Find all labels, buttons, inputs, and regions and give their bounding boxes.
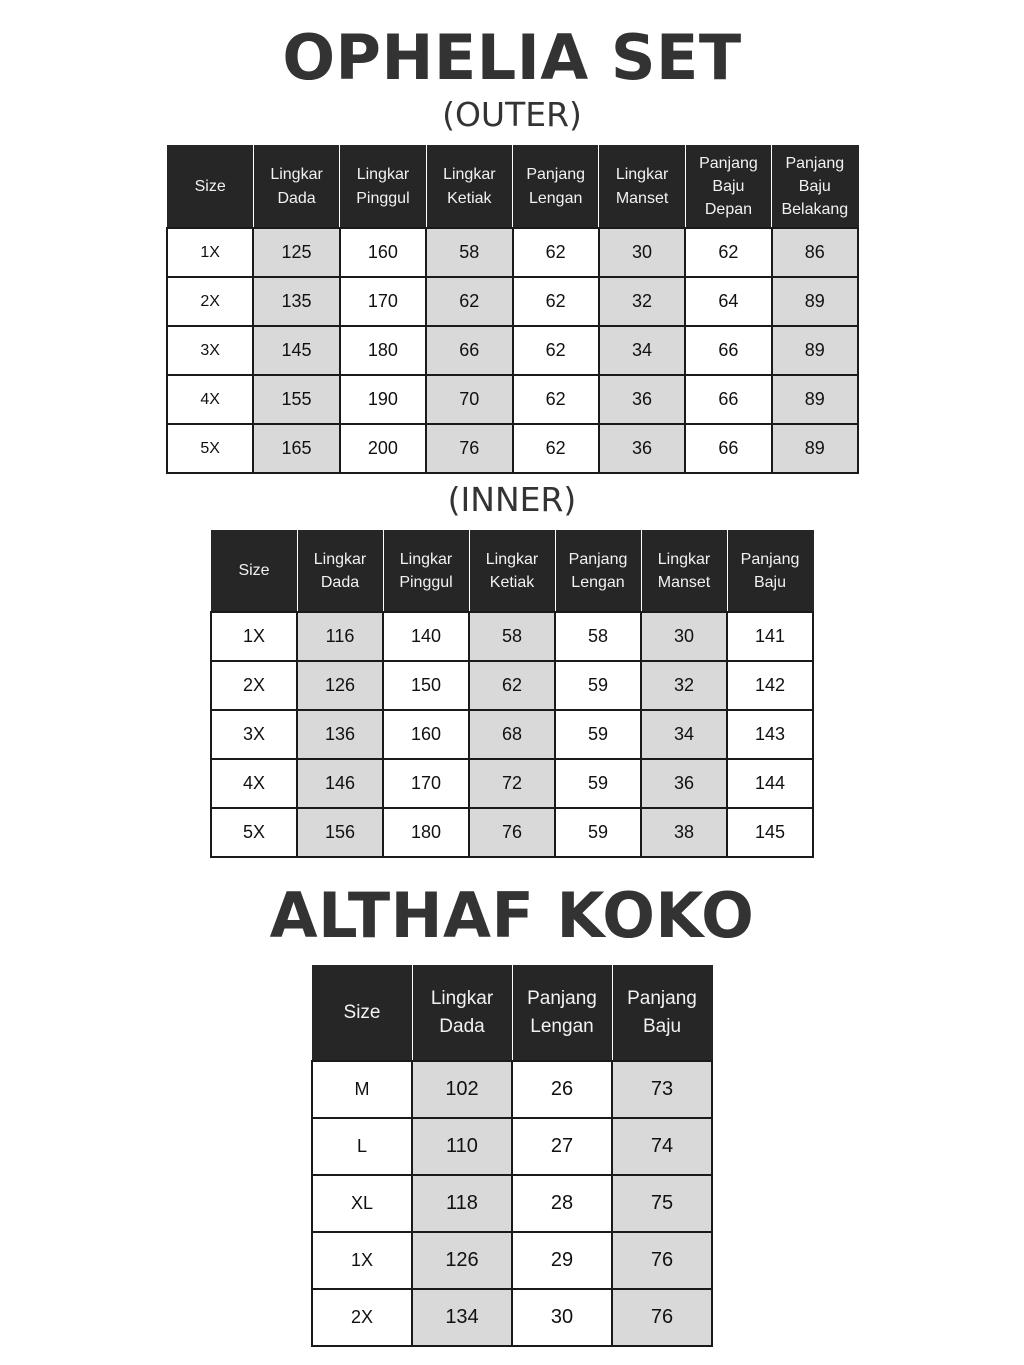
column-header-line: Depan bbox=[704, 201, 753, 219]
measurement-cell: 155 bbox=[253, 375, 339, 424]
measurement-cell: 32 bbox=[599, 277, 685, 326]
column-header-line: Belakang bbox=[781, 201, 849, 219]
measurement-cell: 62 bbox=[513, 277, 599, 326]
inner-subtitle: (INNER) bbox=[447, 480, 577, 519]
table-row bbox=[167, 424, 858, 473]
measurement-cell: 29 bbox=[512, 1232, 612, 1289]
measurement-cell: 200 bbox=[340, 424, 426, 473]
measurement-cell: 66 bbox=[685, 326, 771, 375]
ophelia-title: OPHELIA SET bbox=[282, 21, 742, 94]
measurement-cell: 76 bbox=[612, 1289, 712, 1346]
measurement-cell: 86 bbox=[772, 228, 858, 277]
size-cell: 3X bbox=[211, 710, 297, 759]
measurement-cell: 34 bbox=[641, 710, 727, 759]
measurement-cell: 102 bbox=[412, 1061, 512, 1118]
measurement-cell: 143 bbox=[727, 710, 813, 759]
header-row bbox=[211, 531, 813, 613]
inner-size-table bbox=[210, 530, 814, 858]
size-cell: 1X bbox=[312, 1232, 412, 1289]
measurement-cell: 59 bbox=[555, 710, 641, 759]
table-row bbox=[167, 228, 858, 277]
column-header bbox=[211, 531, 297, 613]
table-row bbox=[312, 1289, 712, 1346]
size-cell: L bbox=[312, 1118, 412, 1175]
measurement-cell: 89 bbox=[772, 326, 858, 375]
table-row bbox=[211, 710, 813, 759]
size-cell: 4X bbox=[167, 375, 253, 424]
column-header bbox=[412, 966, 512, 1062]
table-row bbox=[211, 808, 813, 857]
measurement-cell: 30 bbox=[599, 228, 685, 277]
measurement-cell: 126 bbox=[412, 1232, 512, 1289]
measurement-cell: 76 bbox=[426, 424, 512, 473]
measurement-cell: 190 bbox=[340, 375, 426, 424]
column-header bbox=[641, 531, 727, 613]
measurement-cell: 89 bbox=[772, 277, 858, 326]
size-cell: 4X bbox=[211, 759, 297, 808]
measurement-cell: 160 bbox=[340, 228, 426, 277]
size-cell: 5X bbox=[167, 424, 253, 473]
measurement-cell: 62 bbox=[426, 277, 512, 326]
column-header-line: Panjang bbox=[526, 166, 586, 184]
outer-size-table bbox=[166, 145, 859, 474]
size-cell: 5X bbox=[211, 808, 297, 857]
table-row bbox=[211, 612, 813, 661]
measurement-cell: 34 bbox=[599, 326, 685, 375]
column-header-line: Lengan bbox=[530, 1016, 594, 1037]
measurement-cell: 30 bbox=[641, 612, 727, 661]
header-row bbox=[312, 966, 712, 1062]
measurement-cell: 118 bbox=[412, 1175, 512, 1232]
measurement-cell: 146 bbox=[297, 759, 383, 808]
size-cell: 2X bbox=[167, 277, 253, 326]
measurement-cell: 70 bbox=[426, 375, 512, 424]
column-header-line: Size bbox=[194, 177, 226, 195]
column-header bbox=[312, 966, 412, 1062]
column-header bbox=[253, 146, 339, 229]
header-row bbox=[167, 146, 858, 229]
measurement-cell: 62 bbox=[685, 228, 771, 277]
column-header-line: Baju bbox=[798, 177, 831, 195]
measurement-cell: 58 bbox=[555, 612, 641, 661]
measurement-cell: 145 bbox=[253, 326, 339, 375]
measurement-cell: 36 bbox=[599, 375, 685, 424]
measurement-cell: 116 bbox=[297, 612, 383, 661]
measurement-cell: 141 bbox=[727, 612, 813, 661]
measurement-cell: 38 bbox=[641, 808, 727, 857]
measurement-cell: 28 bbox=[512, 1175, 612, 1232]
measurement-cell: 59 bbox=[555, 808, 641, 857]
measurement-cell: 32 bbox=[641, 661, 727, 710]
size-cell: 2X bbox=[312, 1289, 412, 1346]
measurement-cell: 66 bbox=[685, 424, 771, 473]
table-row bbox=[211, 759, 813, 808]
measurement-cell: 156 bbox=[297, 808, 383, 857]
measurement-cell: 135 bbox=[253, 277, 339, 326]
column-header-line: Panjang bbox=[627, 988, 697, 1010]
measurement-cell: 36 bbox=[641, 759, 727, 808]
measurement-cell: 59 bbox=[555, 661, 641, 710]
column-header bbox=[599, 146, 685, 229]
column-header-line: Size bbox=[238, 562, 270, 580]
column-header-line: Lingkar bbox=[356, 166, 410, 184]
measurement-cell: 165 bbox=[253, 424, 339, 473]
measurement-cell: 62 bbox=[513, 326, 599, 375]
column-header-line: Panjang bbox=[699, 154, 758, 172]
measurement-cell: 62 bbox=[513, 375, 599, 424]
measurement-cell: 72 bbox=[469, 759, 555, 808]
measurement-cell: 170 bbox=[340, 277, 426, 326]
measurement-cell: 134 bbox=[412, 1289, 512, 1346]
column-header-line: Dada bbox=[277, 189, 316, 207]
column-header-line: Lingkar bbox=[430, 988, 494, 1010]
column-header-line: Baju bbox=[753, 574, 787, 591]
column-header bbox=[772, 146, 858, 229]
column-header-line: Dada bbox=[439, 1016, 485, 1037]
column-header-line: Manset bbox=[657, 574, 711, 591]
column-header-line: Lingkar bbox=[270, 166, 323, 184]
column-header-line: Lingkar bbox=[443, 166, 496, 184]
column-header-line: Lingkar bbox=[657, 550, 711, 568]
measurement-cell: 136 bbox=[297, 710, 383, 759]
column-header-line: Baju bbox=[712, 177, 745, 195]
althaf-title: ALTHAF KOKO bbox=[269, 879, 755, 952]
measurement-cell: 66 bbox=[426, 326, 512, 375]
measurement-cell: 160 bbox=[383, 710, 469, 759]
column-header bbox=[512, 966, 612, 1062]
measurement-cell: 125 bbox=[253, 228, 339, 277]
column-header bbox=[612, 966, 712, 1062]
table-row bbox=[167, 326, 858, 375]
column-header-line: Size bbox=[343, 1002, 381, 1024]
column-header-line: Panjang bbox=[527, 988, 597, 1010]
measurement-cell: 59 bbox=[555, 759, 641, 808]
measurement-cell: 170 bbox=[383, 759, 469, 808]
size-cell: 1X bbox=[167, 228, 253, 277]
column-header-line: Panjang bbox=[785, 154, 845, 172]
measurement-cell: 36 bbox=[599, 424, 685, 473]
measurement-cell: 140 bbox=[383, 612, 469, 661]
measurement-cell: 89 bbox=[772, 424, 858, 473]
measurement-cell: 27 bbox=[512, 1118, 612, 1175]
table-row bbox=[312, 1061, 712, 1118]
column-header-line: Dada bbox=[320, 574, 360, 591]
column-header bbox=[685, 146, 771, 229]
table-row bbox=[312, 1175, 712, 1232]
measurement-cell: 26 bbox=[512, 1061, 612, 1118]
column-header-line: Panjang bbox=[740, 550, 800, 568]
column-header-line: Ketiak bbox=[447, 189, 492, 207]
measurement-cell: 68 bbox=[469, 710, 555, 759]
column-header bbox=[383, 531, 469, 613]
outer-subtitle: (OUTER) bbox=[442, 95, 582, 134]
size-cell: 2X bbox=[211, 661, 297, 710]
column-header-line: Ketiak bbox=[489, 574, 535, 591]
table-row bbox=[167, 375, 858, 424]
column-header bbox=[426, 146, 512, 229]
size-cell: 3X bbox=[167, 326, 253, 375]
column-header-line: Lingkar bbox=[399, 550, 453, 568]
column-header-line: Lingkar bbox=[485, 550, 539, 568]
measurement-cell: 30 bbox=[512, 1289, 612, 1346]
table-row bbox=[167, 277, 858, 326]
size-cell: M bbox=[312, 1061, 412, 1118]
measurement-cell: 73 bbox=[612, 1061, 712, 1118]
measurement-cell: 145 bbox=[727, 808, 813, 857]
column-header-line: Panjang bbox=[568, 550, 628, 568]
column-header bbox=[167, 146, 253, 229]
measurement-cell: 62 bbox=[513, 424, 599, 473]
measurement-cell: 58 bbox=[426, 228, 512, 277]
measurement-cell: 89 bbox=[772, 375, 858, 424]
size-cell: 1X bbox=[211, 612, 297, 661]
measurement-cell: 110 bbox=[412, 1118, 512, 1175]
measurement-cell: 62 bbox=[513, 228, 599, 277]
measurement-cell: 180 bbox=[340, 326, 426, 375]
column-header bbox=[297, 531, 383, 613]
column-header-line: Lingkar bbox=[313, 550, 367, 568]
column-header-line: Lengan bbox=[571, 574, 625, 591]
column-header-line: Baju bbox=[642, 1016, 682, 1037]
measurement-cell: 142 bbox=[727, 661, 813, 710]
measurement-cell: 58 bbox=[469, 612, 555, 661]
column-header bbox=[555, 531, 641, 613]
measurement-cell: 62 bbox=[469, 661, 555, 710]
column-header bbox=[340, 146, 426, 229]
column-header-line: Pinggul bbox=[356, 189, 410, 207]
table-row bbox=[312, 1118, 712, 1175]
measurement-cell: 126 bbox=[297, 661, 383, 710]
measurement-cell: 180 bbox=[383, 808, 469, 857]
column-header bbox=[513, 146, 599, 229]
column-header-line: Pinggul bbox=[399, 574, 453, 591]
measurement-cell: 76 bbox=[612, 1232, 712, 1289]
table-row bbox=[312, 1232, 712, 1289]
measurement-cell: 150 bbox=[383, 661, 469, 710]
measurement-cell: 74 bbox=[612, 1118, 712, 1175]
column-header-line: Lingkar bbox=[615, 166, 669, 184]
column-header bbox=[469, 531, 555, 613]
measurement-cell: 66 bbox=[685, 375, 771, 424]
measurement-cell: 76 bbox=[469, 808, 555, 857]
table-row bbox=[211, 661, 813, 710]
column-header-line: Manset bbox=[615, 189, 669, 207]
koko-size-table bbox=[311, 965, 713, 1347]
column-header-line: Lengan bbox=[528, 189, 583, 207]
measurement-cell: 64 bbox=[685, 277, 771, 326]
size-cell: XL bbox=[312, 1175, 412, 1232]
measurement-cell: 144 bbox=[727, 759, 813, 808]
column-header bbox=[727, 531, 813, 613]
measurement-cell: 75 bbox=[612, 1175, 712, 1232]
